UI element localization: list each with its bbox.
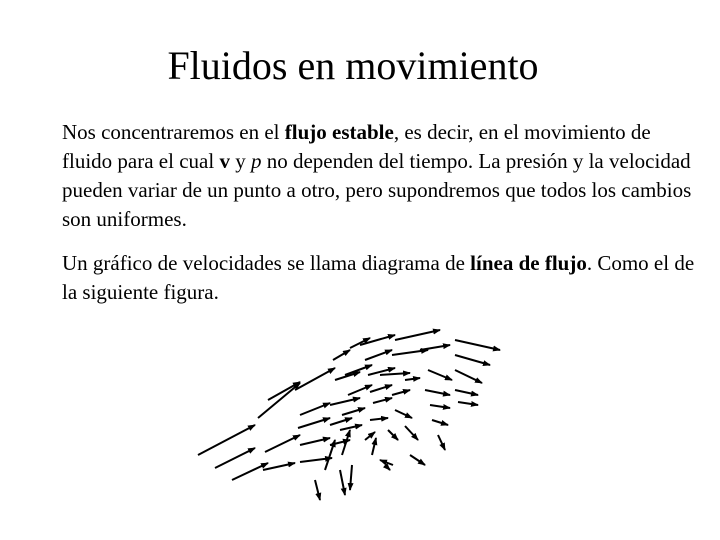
velocity-arrow [340, 470, 345, 495]
p1-text-2: , es decir, en el movimiento de fluido para el cual [62, 120, 651, 173]
velocity-arrow [342, 408, 365, 415]
velocity-arrow [425, 390, 450, 395]
velocity-arrow [385, 465, 390, 470]
velocity-arrow [372, 438, 376, 455]
velocity-arrow [330, 398, 360, 405]
velocity-arrow [395, 410, 412, 418]
velocity-arrow [232, 463, 268, 480]
p1-text-4: no dependen del tiempo. La presión y la velocidad pueden variar de un punto a otro, pero supondremos que todos los cambios son uniformes. [62, 149, 692, 231]
velocity-arrow [380, 460, 393, 465]
velocity-arrow [405, 378, 420, 380]
velocity-arrow [258, 383, 300, 418]
velocity-arrow [215, 448, 255, 468]
velocity-arrow [340, 425, 362, 430]
velocity-arrow [410, 455, 425, 465]
p1-italic-p: p [250, 149, 262, 173]
p2-text-2: . Como el de la siguiente figura. [62, 251, 695, 304]
velocity-arrow [392, 390, 410, 395]
p1-bold-steady-flow: flujo estable [284, 120, 394, 144]
velocity-arrow [432, 420, 448, 425]
velocity-arrow [458, 402, 478, 405]
velocity-arrow [265, 435, 300, 452]
velocity-arrow [388, 430, 398, 440]
p2-bold-flow-line: línea de flujo [470, 251, 587, 275]
velocity-arrow [380, 373, 410, 375]
p1-text-3: y [229, 149, 251, 173]
velocity-arrow [428, 370, 452, 380]
slide-title: Fluidos en movimiento [167, 43, 539, 88]
velocity-arrow [395, 330, 440, 340]
velocity-arrow [420, 345, 450, 350]
velocity-arrow [370, 385, 392, 392]
velocity-arrow [300, 403, 330, 415]
velocity-arrow [333, 350, 350, 360]
velocity-arrow [300, 438, 330, 445]
p1-bold-v: v [219, 149, 230, 173]
velocity-arrow [370, 418, 388, 420]
velocity-arrow [405, 426, 418, 440]
velocity-arrow [392, 350, 428, 355]
velocity-arrow [330, 418, 352, 425]
velocity-arrow [350, 465, 352, 490]
velocity-arrow [365, 350, 392, 360]
velocity-arrow [315, 480, 320, 500]
velocity-arrow [430, 405, 450, 408]
velocity-arrow [438, 435, 445, 450]
velocity-arrow [348, 385, 372, 395]
velocity-arrow [373, 398, 392, 403]
velocity-arrow [198, 425, 255, 455]
p2-text-1: Un gráfico de velocidades se llama diagrama de [62, 251, 471, 275]
velocity-arrow [455, 370, 482, 383]
velocity-arrow [455, 355, 490, 365]
velocity-arrow [365, 432, 375, 440]
velocity-arrow [455, 390, 478, 395]
velocity-arrow [455, 340, 500, 350]
velocity-arrow [295, 368, 335, 390]
p1-text-1: Nos concentraremos en el [62, 120, 285, 144]
velocity-arrow [298, 418, 330, 428]
